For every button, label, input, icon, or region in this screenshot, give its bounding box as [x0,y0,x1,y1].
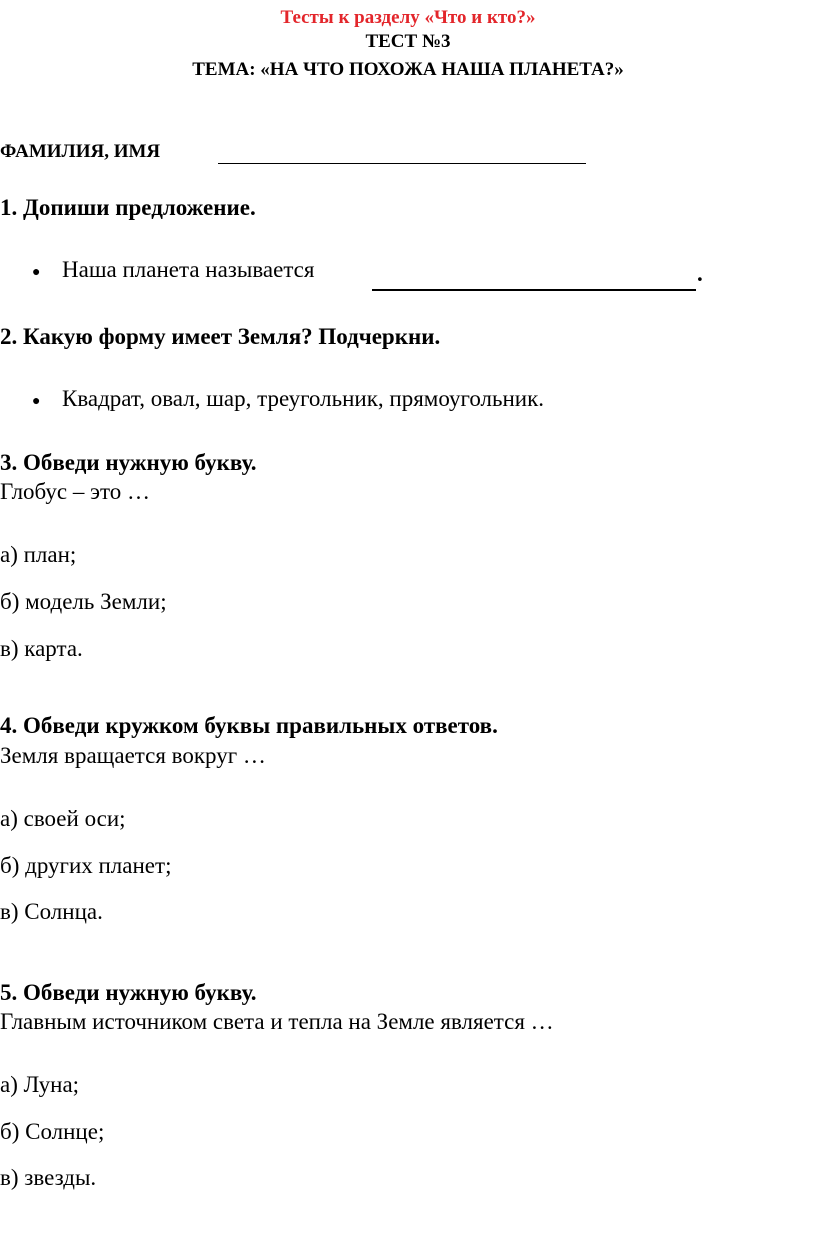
question-5-title: 5. Обведи нужную букву. [0,980,257,1005]
question-2-title: 2. Какую форму имеет Земля? Подчеркни. [0,324,441,349]
question-4-option-c[interactable]: в) Солнца. [0,899,103,924]
section-title: Тесты к разделу «Что и кто?» [280,7,536,28]
question-4-option-b[interactable]: б) других планет; [0,853,172,878]
question-5-option-a[interactable]: а) Луна; [0,1072,80,1097]
bullet-icon: ● [32,394,41,409]
question-4-title: 4. Обведи кружком буквы правильных ответов. [0,713,498,738]
question-5-prompt: Главным источником света и тепла на Земле является … [0,1009,554,1034]
question-1-sentence: Наша планета называется [62,257,315,282]
question-1-end-mark: . [697,261,703,286]
test-number: ТЕСТ №3 [365,31,451,52]
question-4-option-a[interactable]: а) своей оси; [0,806,126,831]
question-3-option-c[interactable]: в) карта. [0,636,83,661]
question-5-option-c[interactable]: в) звезды. [0,1165,97,1190]
question-5-option-b[interactable]: б) Солнце; [0,1119,105,1144]
bullet-icon: ● [32,265,41,280]
question-3-title: 3. Обведи нужную букву. [0,450,257,475]
question-3-prompt: Глобус – это … [0,479,150,504]
question-1-title: 1. Допиши предложение. [0,195,256,220]
name-field-label: ФАМИЛИЯ, ИМЯ [0,141,161,162]
question-3-option-a[interactable]: а) план; [0,542,77,567]
question-2-shapes-list: Квадрат, овал, шар, треугольник, прямоугольник. [62,386,545,411]
question-1-answer-blank[interactable] [372,289,696,291]
name-field-line[interactable] [218,163,586,164]
topic-title: ТЕМА: «НА ЧТО ПОХОЖА НАША ПЛАНЕТА?» [192,59,624,80]
question-4-prompt: Земля вращается вокруг … [0,743,266,768]
question-3-option-b[interactable]: б) модель Земли; [0,589,167,614]
